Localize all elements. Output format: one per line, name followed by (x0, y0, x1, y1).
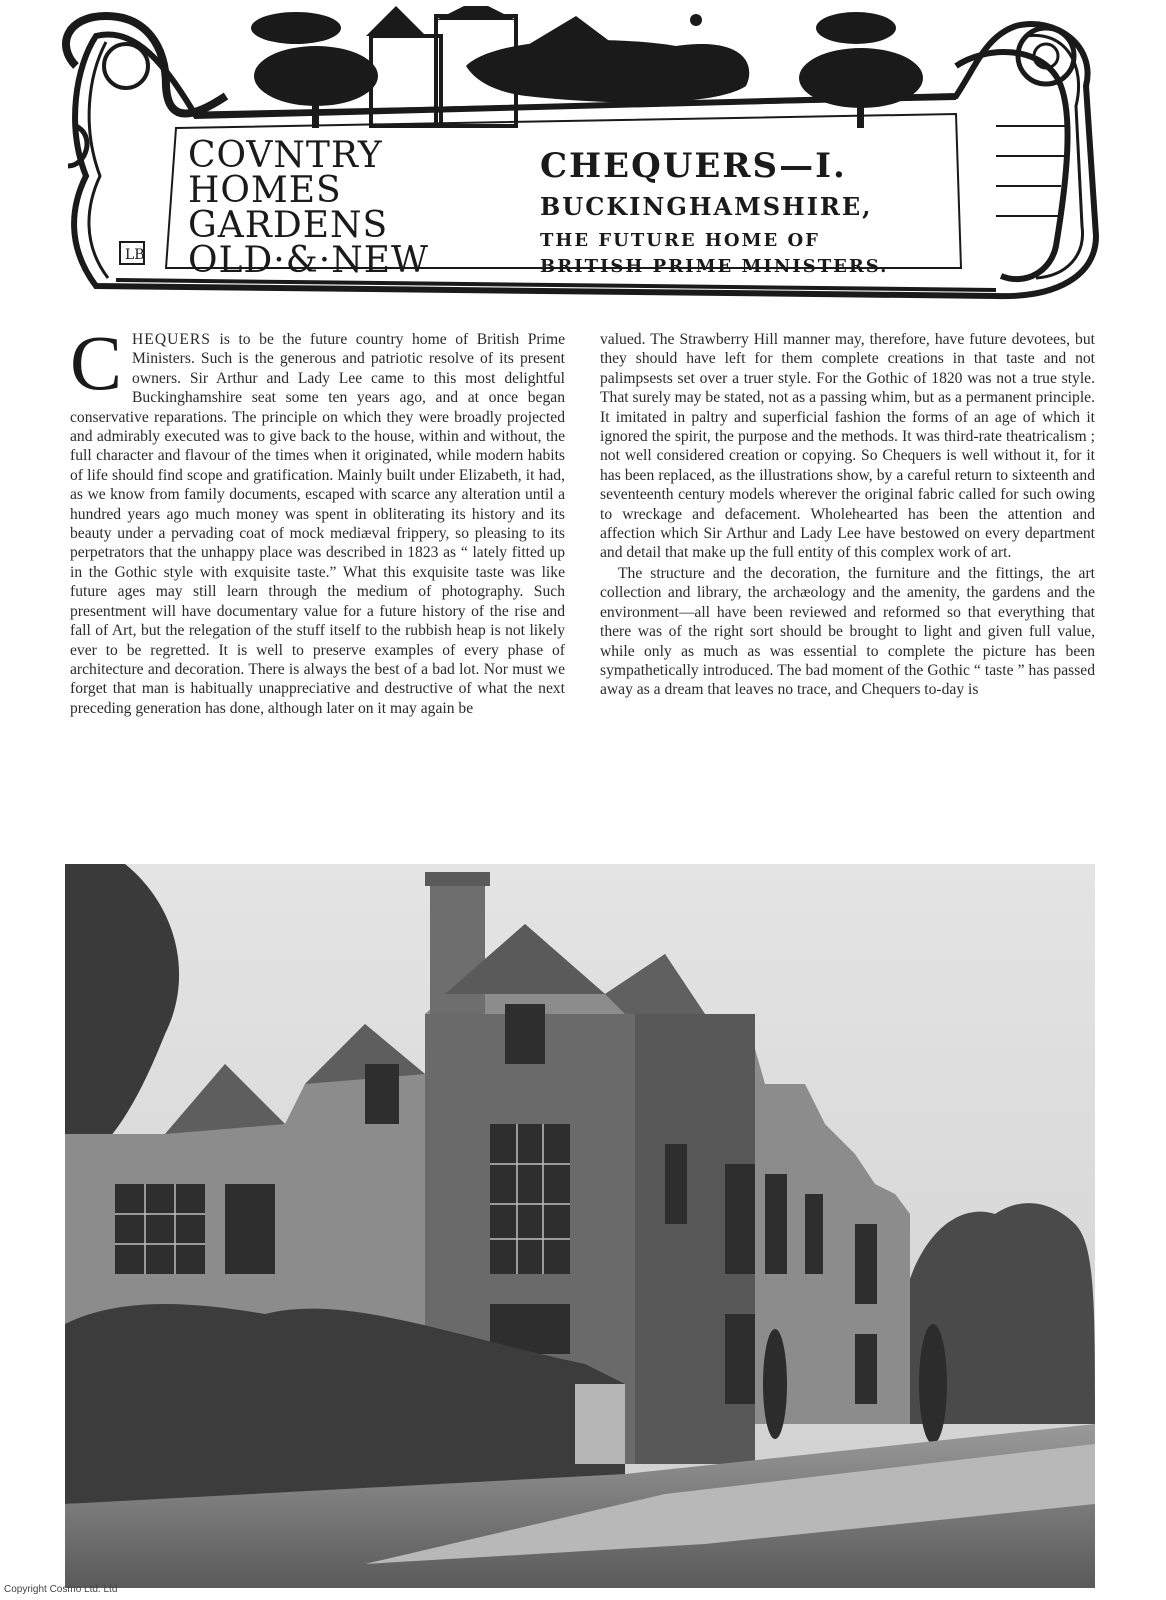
series-line: COVNTRY (188, 135, 383, 176)
series-line: OLD·&·NEW (188, 240, 429, 281)
left-column-text: is to be the future country home of British Prime Ministers. Such is the generous and patriotic resolve of its present owners. Sir Arthur and Lady Lee came to this most delightful Buckinghamshire seat some ten years ago, and at once began conservative reparations. The principle on which they were broadly projected and admirably executed was to give back to the house, within and without, the full character and flavour of the times when it originated, while modern habits of life should find scope and gratification. Mainly built under Elizabeth, it had, as we know from family documents, escaped with scarce any alteration until a hundred years ago much money was spent in obliterating its history and its beauty under a pervading coat of mock mediæval frippery, so pleasing to its perpetrators that the unhappy place was described in 1823 as “ lately fitted up in the Gothic style with exquisite taste.” What this exquisite taste was like future ages may still learn through the medium of photography. Such presentment will have documentary value for a future history of the rise and fall of Art, but the relegation of the stuff itself to the rubbish heap is not likely ever to be regretted. It is well to preserve examples of every phase of architecture and decoration. There is always the best of a bad lot. Nor must we forget that man is habitually unappreciative and destructive of what the next preceding generation has done, although later on it may again be (70, 331, 565, 717)
article-county: BUCKINGHAMSHIRE, (540, 192, 873, 221)
copyright-notice: Copyright Cosmo Ltd. Ltd (4, 1584, 118, 1595)
article-subtitle-line1: THE FUTURE HOME OF (540, 230, 820, 251)
article-paragraph: valued. The Strawberry Hill manner may, therefore, have future devotees, but they should have left for them complete creations in that taste and not palimpsests set over a truer style. For the Gothic of 1820 was not a true style. That surely may be stated, not as a passing whim, but as a permanent principle. It imitated in paltry and superficial fashion the forms of an age of which it ignored the spirit, the purpose and the methods. It was third-rate theatricalism ; not well considered creation or copying. So Chequers is well without it, for it has been replaced, as the illustrations show, by a careful return to sixteenth and seventeenth century models wherever the original fabric called for such owing to wreckage and defacement. Wholehearted has been the attention and affection which Sir Arthur and Lady Lee have bestowed on every department and detail that make up the full entity of this complex work of art. (600, 331, 1095, 562)
house-photograph (65, 864, 1095, 1588)
article-subtitle-line2: BRITISH PRIME MINISTERS. (540, 256, 889, 277)
house-photo-illustration (65, 864, 1095, 1588)
article-column-right (600, 330, 1095, 826)
svg-text:LB: LB (125, 247, 145, 263)
article-column-left (70, 330, 565, 826)
series-line: GARDENS (188, 205, 389, 246)
series-title (188, 135, 488, 281)
drop-cap: C (70, 330, 123, 406)
article-title-block (540, 146, 960, 280)
article-paragraph (70, 330, 565, 718)
article-paragraph: The structure and the decoration, the furniture and the fittings, the art collection and library, the archæology and the amenity, the gardens and the environment—all have been reviewed and reformed so that everything that there was of the right sort should be brought to light and given full value, while only as much as was essential to complete the picture has been sympathetically introduced. The bad moment of the Gothic “ taste ” has passed away as a dream that leaves no trace, and Chequers to-day is (600, 564, 1095, 699)
series-line: HOMES (188, 170, 342, 211)
article-title: CHEQUERS—I. (540, 146, 847, 186)
opening-words: HEQUERS (132, 331, 211, 348)
